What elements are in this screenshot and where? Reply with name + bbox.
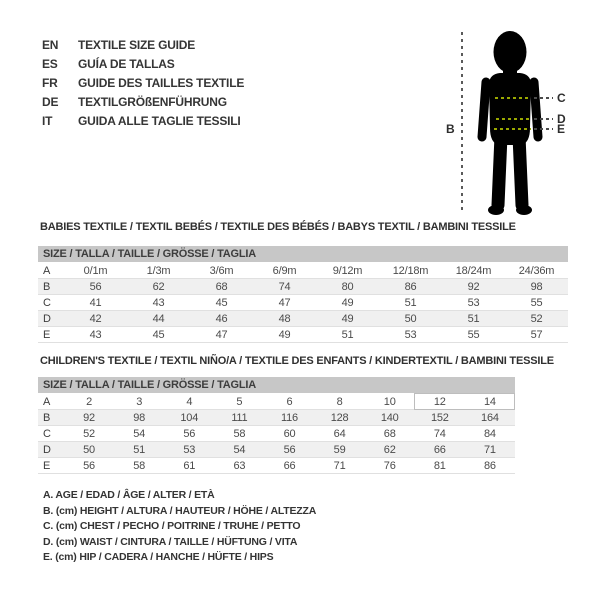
waist-measure-line-extension — [534, 118, 553, 120]
size-value-cell: 53 — [379, 327, 442, 343]
hip-measure-line-extension — [534, 128, 553, 130]
row-label: D — [38, 311, 64, 327]
child-silhouette-image — [460, 16, 560, 218]
size-value-cell: 55 — [505, 295, 568, 311]
size-value-cell: 43 — [127, 295, 190, 311]
size-value-cell: 62 — [365, 442, 415, 458]
size-value-cell: 12/18m — [379, 263, 442, 279]
size-value-cell: 86 — [465, 458, 515, 474]
table-row — [38, 263, 568, 279]
size-value-cell: 74 — [415, 426, 465, 442]
size-value-cell: 71 — [465, 442, 515, 458]
language-title: GUÍA DE TALLAS — [78, 57, 175, 71]
row-label: B — [38, 410, 64, 426]
size-value-cell: 58 — [214, 426, 264, 442]
height-measure-label: B — [446, 122, 455, 136]
size-value-cell: 0/1m — [64, 263, 127, 279]
size-value-cell: 52 — [505, 311, 568, 327]
row-label: E — [38, 458, 64, 474]
size-value-cell: 24/36m — [505, 263, 568, 279]
height-measure-line — [461, 32, 463, 214]
size-value-cell: 66 — [264, 458, 314, 474]
size-value-cell: 2 — [64, 394, 114, 410]
waist-measure-line — [496, 118, 530, 120]
chest-measure-line-extension — [534, 97, 553, 99]
size-value-cell: 50 — [64, 442, 114, 458]
babies-table-title: BABIES TEXTILE / TEXTIL BEBÉS / TEXTILE DES BÉBÉS / BABYS TEXTIL / BAMBINI TESSILE — [40, 221, 516, 233]
size-value-cell: 48 — [253, 311, 316, 327]
size-value-cell: 80 — [316, 279, 379, 295]
size-value-cell: 55 — [442, 327, 505, 343]
table-row — [38, 279, 568, 295]
size-value-cell: 8 — [315, 394, 365, 410]
size-value-cell: 84 — [465, 426, 515, 442]
size-value-cell: 45 — [127, 327, 190, 343]
size-value-cell: 59 — [315, 442, 365, 458]
size-value-cell: 98 — [505, 279, 568, 295]
size-value-cell: 64 — [315, 426, 365, 442]
legend-line-hip: E. (cm) HIP / CADERA / HANCHE / HÜFTE / HIPS — [43, 551, 274, 563]
legend-line-age: A. AGE / EDAD / ÂGE / ALTER / ETÀ — [43, 489, 215, 501]
size-value-cell: 44 — [127, 311, 190, 327]
language-row — [42, 93, 244, 112]
language-code: EN — [42, 38, 59, 52]
language-title: TEXTILE SIZE GUIDE — [78, 38, 196, 52]
size-value-cell: 86 — [379, 279, 442, 295]
language-title: TEXTILGRÖßENFÜHRUNG — [78, 95, 227, 109]
size-value-cell: 51 — [316, 327, 379, 343]
size-value-cell: 152 — [415, 410, 465, 426]
size-value-cell: 56 — [164, 426, 214, 442]
row-label: A — [38, 263, 64, 279]
size-value-cell: 41 — [64, 295, 127, 311]
language-row — [42, 36, 244, 55]
waist-measure-label: D — [557, 112, 566, 126]
size-value-cell: 6 — [264, 394, 314, 410]
language-code: ES — [42, 57, 58, 71]
size-value-cell: 61 — [164, 458, 214, 474]
size-value-cell: 68 — [365, 426, 415, 442]
size-value-cell: 49 — [253, 327, 316, 343]
language-title-list — [42, 36, 244, 131]
size-value-cell: 54 — [214, 442, 264, 458]
size-value-cell: 53 — [164, 442, 214, 458]
size-value-cell: 57 — [505, 327, 568, 343]
size-value-cell: 46 — [190, 311, 253, 327]
size-value-cell: 12 — [415, 394, 465, 410]
row-label: E — [38, 327, 64, 343]
size-value-cell: 51 — [114, 442, 164, 458]
babies-size-table — [38, 263, 568, 343]
legend-line-height: B. (cm) HEIGHT / ALTURA / HAUTEUR / HÖHE / ALTEZZA — [43, 504, 317, 517]
size-value-cell: 3/6m — [190, 263, 253, 279]
size-value-cell: 164 — [465, 410, 515, 426]
language-row — [42, 74, 244, 93]
size-value-cell: 58 — [114, 458, 164, 474]
size-value-cell: 98 — [114, 410, 164, 426]
size-value-cell: 6/9m — [253, 263, 316, 279]
language-code: DE — [42, 95, 59, 109]
table-row — [38, 295, 568, 311]
size-value-cell: 56 — [264, 442, 314, 458]
size-value-cell: 9/12m — [316, 263, 379, 279]
row-label: D — [38, 442, 64, 458]
size-value-cell: 60 — [264, 426, 314, 442]
row-label: B — [38, 279, 64, 295]
row-label: A — [38, 394, 64, 410]
size-value-cell: 42 — [64, 311, 127, 327]
size-value-cell: 3 — [114, 394, 164, 410]
size-value-cell: 128 — [315, 410, 365, 426]
size-value-cell: 56 — [64, 279, 127, 295]
language-row — [42, 112, 244, 131]
children-table-header: SIZE / TALLA / TAILLE / GRÖSSE / TAGLIA — [38, 377, 515, 393]
language-code: FR — [42, 76, 58, 90]
size-value-cell: 45 — [190, 295, 253, 311]
size-value-cell: 76 — [365, 458, 415, 474]
language-title: GUIDE DES TAILLES TEXTILE — [78, 76, 245, 90]
size-value-cell: 68 — [190, 279, 253, 295]
size-value-cell: 92 — [442, 279, 505, 295]
size-value-cell: 47 — [190, 327, 253, 343]
size-value-cell: 71 — [315, 458, 365, 474]
legend-line-chest: C. (cm) CHEST / PECHO / POITRINE / TRUHE / PETTO — [43, 520, 301, 532]
language-title: GUIDA ALLE TAGLIE TESSILI — [78, 114, 241, 128]
size-value-cell: 1/3m — [127, 263, 190, 279]
table-row — [38, 426, 515, 442]
size-value-cell: 43 — [64, 327, 127, 343]
size-value-cell: 47 — [253, 295, 316, 311]
size-value-cell: 116 — [264, 410, 314, 426]
size-value-cell: 63 — [214, 458, 264, 474]
size-value-cell: 51 — [379, 295, 442, 311]
size-12-14-highlight-box — [414, 393, 515, 410]
legend-line-waist: D. (cm) WAIST / CINTURA / TAILLE / HÜFTUNG / VITA — [43, 535, 298, 548]
row-label: C — [38, 295, 64, 311]
table-row — [38, 311, 568, 327]
size-value-cell: 92 — [64, 410, 114, 426]
size-value-cell: 111 — [214, 410, 264, 426]
size-value-cell: 14 — [465, 394, 515, 410]
size-value-cell: 18/24m — [442, 263, 505, 279]
language-row — [42, 55, 244, 74]
size-value-cell: 53 — [442, 295, 505, 311]
language-code: IT — [42, 114, 53, 128]
row-label: C — [38, 426, 64, 442]
table-row — [38, 442, 515, 458]
size-value-cell: 56 — [64, 458, 114, 474]
children-table-title: CHILDREN'S TEXTILE / TEXTIL NIÑO/A / TEXTILE DES ENFANTS / KINDERTEXTIL / BAMBINI TESSILE — [40, 355, 554, 367]
size-value-cell: 54 — [114, 426, 164, 442]
size-value-cell: 5 — [214, 394, 264, 410]
table-row — [38, 327, 568, 343]
babies-table-header: SIZE / TALLA / TAILLE / GRÖSSE / TAGLIA — [38, 246, 568, 262]
size-value-cell: 49 — [316, 311, 379, 327]
hip-measure-line — [494, 128, 531, 130]
size-value-cell: 50 — [379, 311, 442, 327]
size-value-cell: 66 — [415, 442, 465, 458]
table-row — [38, 458, 515, 474]
size-value-cell: 4 — [164, 394, 214, 410]
size-value-cell: 104 — [164, 410, 214, 426]
size-value-cell: 140 — [365, 410, 415, 426]
size-value-cell: 81 — [415, 458, 465, 474]
measurement-legend — [43, 488, 316, 566]
chest-measure-line — [495, 97, 529, 99]
table-row — [38, 410, 515, 426]
size-value-cell: 52 — [64, 426, 114, 442]
hip-measure-label: E — [557, 122, 565, 136]
size-value-cell: 74 — [253, 279, 316, 295]
chest-measure-label: C — [557, 91, 566, 105]
size-value-cell: 62 — [127, 279, 190, 295]
size-value-cell: 51 — [442, 311, 505, 327]
size-value-cell: 49 — [316, 295, 379, 311]
size-value-cell: 10 — [365, 394, 415, 410]
